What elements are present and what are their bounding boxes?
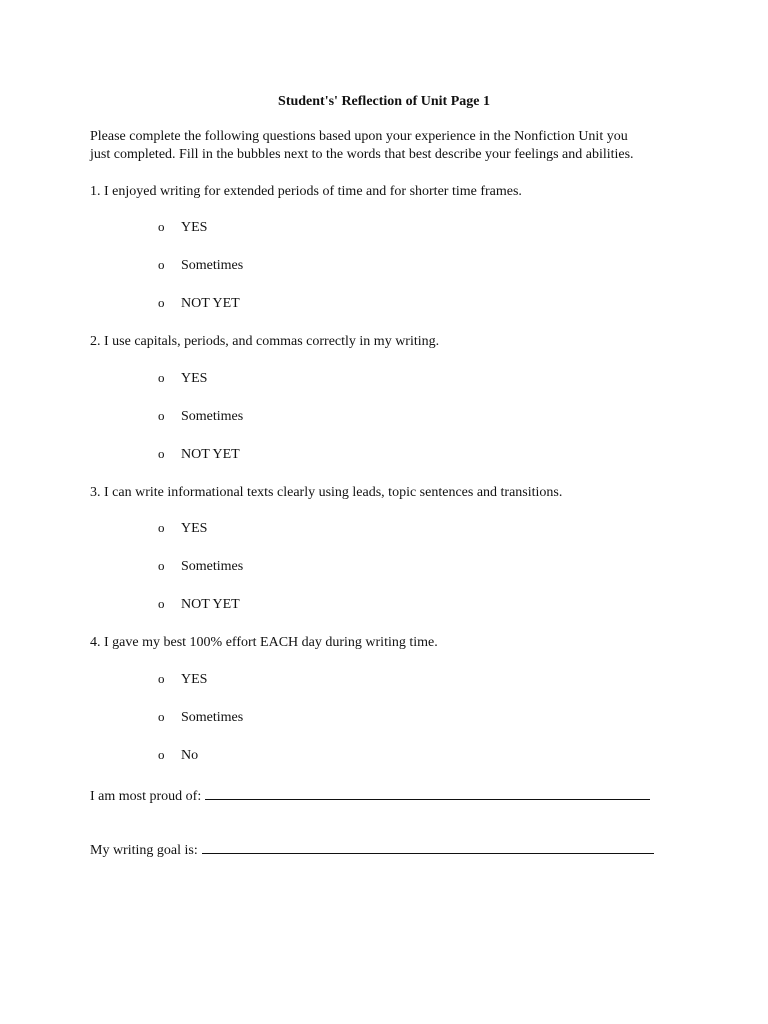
bubble-icon[interactable]: o (158, 747, 165, 762)
question-3: 3. I can write informational texts clearly using leads, topic sentences and transitions. (90, 485, 563, 500)
option-label: Sometimes (181, 710, 244, 725)
q1-option-not-yet[interactable] (158, 294, 240, 313)
option-label: NOT YET (181, 597, 240, 612)
q3-option-sometimes[interactable] (158, 557, 243, 576)
bubble-icon[interactable]: o (158, 596, 165, 611)
question-4: 4. I gave my best 100% effort EACH day during writing time. (90, 635, 438, 650)
q2-option-sometimes[interactable] (158, 407, 243, 426)
option-label: YES (181, 371, 208, 386)
option-label: Sometimes (181, 559, 244, 574)
option-label: NOT YET (181, 447, 240, 462)
option-label: NOT YET (181, 296, 240, 311)
question-1: 1. I enjoyed writing for extended periods of time and for shorter time frames. (90, 184, 522, 199)
bubble-icon[interactable]: o (158, 709, 165, 724)
bubble-icon[interactable]: o (158, 446, 165, 461)
q2-option-yes[interactable] (158, 369, 207, 388)
bubble-icon[interactable]: o (158, 219, 165, 234)
bubble-icon[interactable]: o (158, 671, 165, 686)
writing-goal-label: My writing goal is: (90, 843, 198, 858)
q3-option-yes[interactable] (158, 519, 207, 538)
bubble-icon[interactable]: o (158, 370, 165, 385)
page-title: Student's' Reflection of Unit Page 1 (278, 94, 490, 109)
option-label: Sometimes (181, 258, 244, 273)
writing-goal-row (90, 839, 654, 860)
bubble-icon[interactable]: o (158, 558, 165, 573)
question-2: 2. I use capitals, periods, and commas correctly in my writing. (90, 334, 440, 349)
instructions (90, 128, 690, 164)
proud-of-label: I am most proud of: (90, 789, 202, 804)
option-label: Sometimes (181, 409, 244, 424)
proud-of-blank[interactable] (205, 785, 650, 800)
q3-option-not-yet[interactable] (158, 595, 240, 614)
q4-option-no[interactable] (158, 746, 198, 765)
instructions-line-1: Please complete the following questions based upon your experience in the Nonfiction Unit you (90, 129, 628, 144)
q1-option-yes[interactable] (158, 218, 207, 237)
q4-option-sometimes[interactable] (158, 708, 243, 727)
q4-option-yes[interactable] (158, 670, 207, 689)
instructions-line-2: just completed. Fill in the bubbles next to the words that best describe your feelings and abilities. (90, 147, 634, 162)
proud-of-row (90, 785, 650, 806)
option-label: YES (181, 220, 208, 235)
bubble-icon[interactable]: o (158, 520, 165, 535)
q1-option-sometimes[interactable] (158, 256, 243, 275)
bubble-icon[interactable]: o (158, 295, 165, 310)
bubble-icon[interactable]: o (158, 408, 165, 423)
option-label: No (181, 748, 199, 763)
option-label: YES (181, 521, 208, 536)
writing-goal-blank[interactable] (202, 839, 654, 854)
bubble-icon[interactable]: o (158, 257, 165, 272)
q2-option-not-yet[interactable] (158, 445, 240, 464)
option-label: YES (181, 672, 208, 687)
